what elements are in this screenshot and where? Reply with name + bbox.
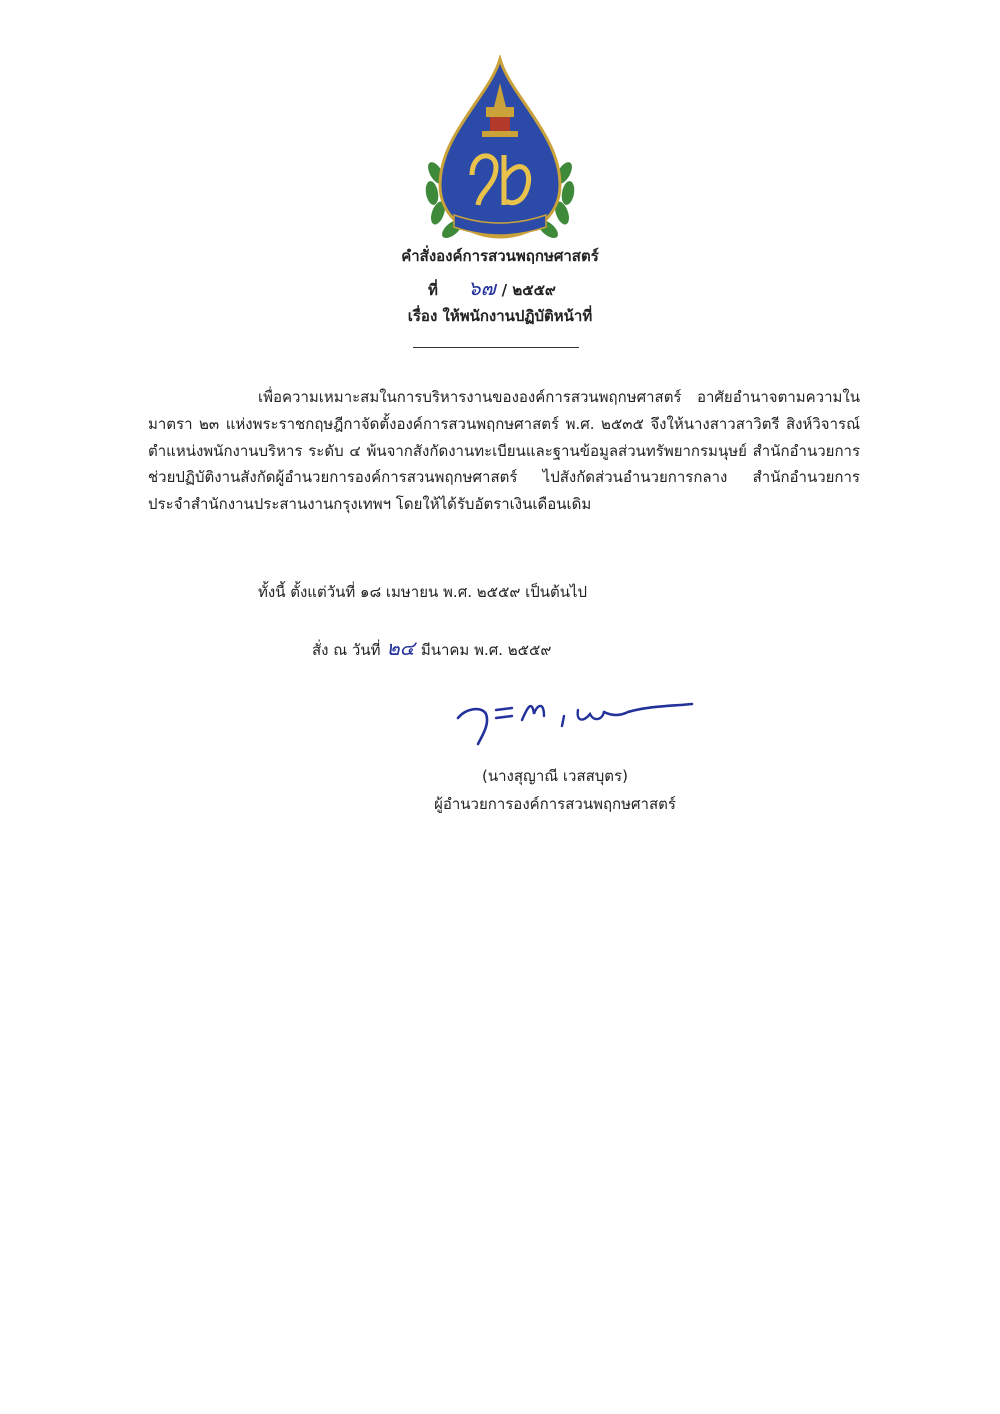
signed-prefix: สั่ง ณ วันที่: [312, 641, 381, 659]
effective-date-line: ทั้งนี้ ตั้งแต่วันที่ ๑๘ เมษายน พ.ศ. ๒๕๕๙ เป็นต้นไป: [258, 583, 588, 601]
handwritten-signed-day: ๒๔: [386, 636, 415, 660]
order-subject: เรื่อง ให้พนักงานปฏิบัติหน้าที่: [407, 307, 593, 325]
organization-emblem: [420, 55, 580, 245]
handwritten-signature: [452, 686, 697, 756]
order-paragraph: เพื่อความเหมาะสมในการบริหารงานขององค์การสวนพฤกษศาสตร์ อาศัยอำนาจตามความในมาตรา ๒๓ แห่งพระราชกฤษฎีกาจัดตั้งองค์การสวนพฤกษศาสตร์ พ.ศ. ๒๕๓๕ จึงให้นางสาวสาวิตรี สิงห์วิจารณ์ ตำแหน่งพนักงานบริหาร ระดับ ๔ พ้นจากสังกัดงานทะเบียนและฐานข้อมูลส่วนทรัพยากรมนุษย์ สำนักอำนวยการ ช่วยปฏิบัติงานสังกัดผู้อำนวยการองค์การสวนพฤกษศาสตร์ ไปสังกัดส่วนอำนวยการกลาง สำนักอำนวยการ ประจำสำนักงานประสานงานกรุงเทพฯ โดยให้ได้รับอัตราเงินเดือนเดิม: [148, 388, 860, 514]
number-prefix: ที่: [428, 281, 438, 299]
handwritten-order-number: ๖๗: [467, 276, 496, 300]
signed-month-year: มีนาคม พ.ศ. ๒๕๕๙: [420, 641, 552, 659]
signer-position: ผู้อำนวยการองค์การสวนพฤกษศาสตร์: [434, 795, 676, 813]
order-year: / ๒๕๕๙: [501, 281, 556, 299]
signer-name: (นางสุญาณี เวสสบุตร): [482, 767, 628, 785]
order-number: [428, 272, 556, 304]
order-body: [148, 384, 860, 518]
signed-date-line: [312, 632, 551, 664]
order-title: คำสั่งองค์การสวนพฤกษศาสตร์: [401, 247, 599, 265]
title-divider: [413, 347, 579, 348]
